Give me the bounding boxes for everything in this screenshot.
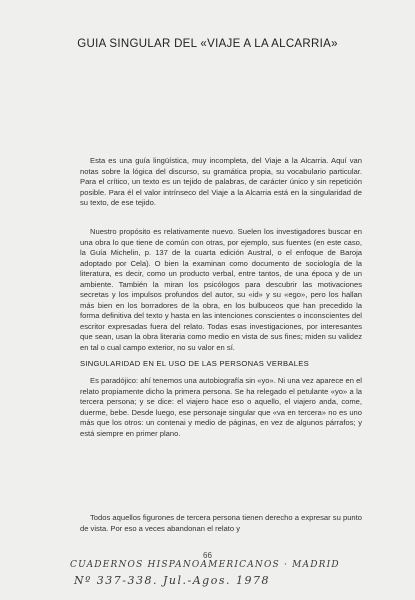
handwritten-note-issue: Nº 337-338. Jul.-Agos. 1978 bbox=[74, 574, 270, 587]
paragraph-intro bbox=[80, 156, 362, 209]
paragraph-text: Todos aquellos figurones de tercera persona tienen derecho a expresar su punto de vista. Por eso a veces abandonan el relato y bbox=[80, 513, 362, 533]
paragraph-purpose bbox=[80, 227, 362, 353]
paragraph-text: Esta es una guía lingüística, muy incompleta, del Viaje a la Alcarria. Aquí van notas sobre la lógica del discurso, su gramática propia, su vocabulario particular. Para el crítico, un texto es un tejido de palabras, de carácter único y sin repetición posible. Para él el valor intrínseco del Viaje a la Alcarria está en la singularidad de su texto, de ese tejido. bbox=[80, 156, 362, 207]
paragraph-section-1 bbox=[80, 376, 362, 439]
paragraph-text: Es paradójico: ahí tenemos una autobiografía sin «yo». Ni una vez aparece en el relato propiamente dicho la primera persona. Se ha relegado el petulante «yo» a la tercera persona; y se dice: el viajero hace eso o aquello, el viajero anda, come, duerme, bebe. Desde luego, ese personaje singular que «va en tercera» no es uno más que los otros: un contenai y medio de páginas, en vez de algunos párrafos; y está siempre en primer plano. bbox=[80, 376, 362, 438]
page-title: GUIA SINGULAR DEL «VIAJE A LA ALCARRIA» bbox=[77, 38, 338, 50]
paragraph-text: Nuestro propósito es relativamente nuevo. Suelen los investigadores buscar en una obra lo que tiene de común con otras, por ejemplo, sus fuentes (en este caso, la Guía Michelin, p. 137 de la cuarta edición Austral, o el enfoque de Baroja adoptado por Cela). O bien la examinan como documento de sociología de la literatura, es decir, como un producto verbal, entre tantos, de una época y de un ambiente. También la miran los psicólogos para descubrir las motivaciones secretas y los impulsos profundos del autor, su «id» y su «ego», pero los hallan más bien en los borradores de la obra, en los bulbuceos que han precedido la forma definitiva del texto y hasta en las intenciones conscientes o inconscientes del escritor expresadas fuera del relato. Todas esas investigaciones, por interesantes que sean, usan la obra literaria como medio en vista de sus fines; miden su validez en tal o cual campo exterior, no su valor en sí. bbox=[80, 227, 362, 352]
page-number: 66 bbox=[203, 551, 212, 560]
section-heading: SINGULARIDAD EN EL USO DE LAS PERSONAS VERBALES bbox=[80, 359, 310, 368]
paragraph-section-2 bbox=[80, 513, 362, 534]
handwritten-note-source: CUADERNOS HISPANOAMERICANOS · MADRID bbox=[70, 560, 340, 570]
